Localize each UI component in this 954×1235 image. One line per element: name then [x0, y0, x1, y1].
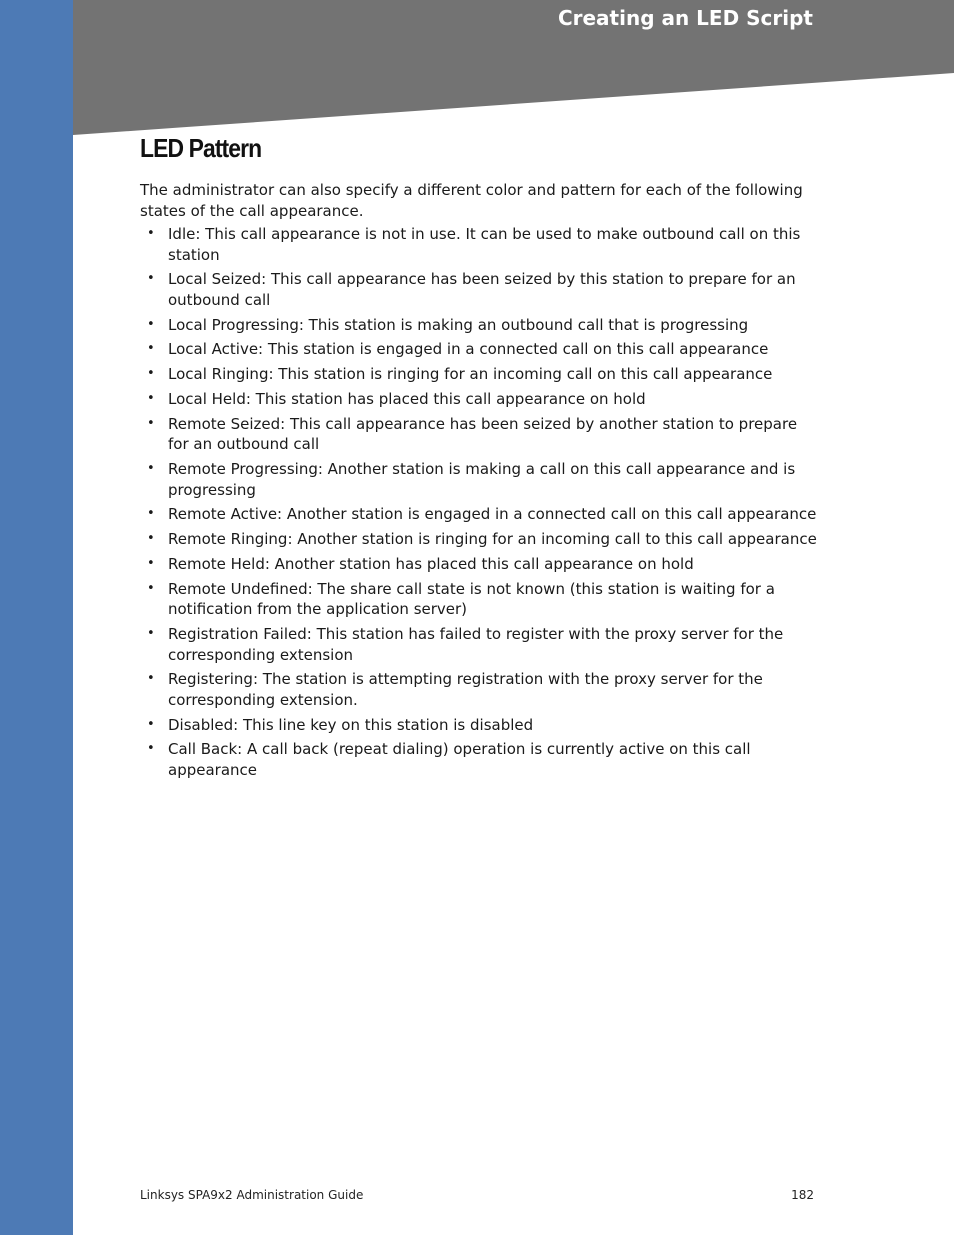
bullet-dot-icon: •	[147, 341, 155, 357]
list-item	[140, 529, 820, 550]
footer-page-number: 182	[791, 1188, 814, 1202]
bullet-dot-icon: •	[147, 506, 155, 522]
list-item-text: Disabled: This line key on this station is disabled	[168, 715, 534, 734]
header-band	[73, 0, 954, 140]
list-item-text: Idle: This call appearance is not in use. It can be used to make outbound call on this station	[168, 225, 801, 264]
state-list	[140, 224, 820, 780]
list-item	[140, 224, 820, 265]
list-item-text: Registering: The station is attempting registration with the proxy server for the corresponding extension.	[168, 670, 763, 709]
list-item	[140, 554, 820, 575]
bullet-dot-icon: •	[147, 671, 155, 687]
list-item	[140, 459, 820, 500]
list-item-text: Local Active: This station is engaged in a connected call on this call appearance	[168, 340, 769, 359]
list-item-text: Call Back: A call back (repeat dialing) operation is currently active on this call appearance	[168, 740, 751, 779]
intro-paragraph: The administrator can also specify a different color and pattern for each of the following states of the call appearance.	[140, 181, 803, 220]
list-item	[140, 504, 820, 525]
list-item-text: Remote Seized: This call appearance has been seized by another station to prepare for an outbound call	[168, 414, 798, 454]
bullet-dot-icon: •	[147, 741, 155, 757]
bullet-dot-icon: •	[147, 461, 155, 477]
list-item-text: Local Ringing: This station is ringing for an incoming call on this call appearance	[168, 365, 773, 384]
list-item-text: Remote Held: Another station has placed this call appearance on hold	[168, 554, 694, 573]
list-item-text: Remote Ringing: Another station is ringing for an incoming call to this call appearance	[168, 530, 817, 549]
bullet-dot-icon: •	[147, 366, 155, 382]
list-item-text: Remote Active: Another station is engaged in a connected call on this call appearance	[168, 505, 817, 524]
bullet-dot-icon: •	[147, 226, 155, 241]
bullet-dot-icon: •	[147, 316, 155, 332]
bullet-dot-icon: •	[147, 555, 155, 571]
bullet-dot-icon: •	[147, 580, 155, 596]
section-title: LED Pattern	[140, 133, 262, 163]
bullet-dot-icon: •	[147, 531, 155, 547]
list-item	[140, 669, 820, 710]
footer-guide-title: Linksys SPA9x2 Administration Guide	[140, 1188, 364, 1202]
bullet-dot-icon: •	[147, 271, 155, 287]
list-item	[140, 269, 820, 310]
header-band-shape	[73, 0, 954, 135]
list-item	[140, 389, 820, 410]
list-item-text: Local Held: This station has placed this call appearance on hold	[168, 389, 646, 408]
list-item	[140, 624, 820, 665]
list-item	[140, 339, 820, 360]
side-band	[0, 0, 73, 1235]
page-content	[140, 132, 820, 785]
chapter-title: Creating an LED Script	[557, 6, 813, 30]
list-item	[140, 739, 820, 780]
bullet-dot-icon: •	[147, 415, 155, 431]
list-item	[140, 715, 820, 736]
bullet-dot-icon: •	[147, 716, 155, 732]
list-item-text: Remote Undefined: The share call state is not known (this station is waiting for a notification from the application server)	[168, 579, 775, 619]
list-item	[140, 364, 820, 385]
list-item	[140, 315, 820, 336]
bullet-dot-icon: •	[147, 626, 155, 642]
list-item-text: Local Seized: This call appearance has been seized by this station to prepare for an outbound call	[168, 270, 796, 309]
list-item	[140, 414, 820, 455]
list-item-text: Remote Progressing: Another station is making a call on this call appearance and is progressing	[168, 460, 796, 499]
bullet-dot-icon: •	[147, 390, 155, 406]
list-item-text: Registration Failed: This station has failed to register with the proxy server for the corresponding extension	[168, 625, 784, 664]
list-item-text: Local Progressing: This station is making an outbound call that is progressing	[168, 315, 749, 334]
list-item	[140, 579, 820, 620]
